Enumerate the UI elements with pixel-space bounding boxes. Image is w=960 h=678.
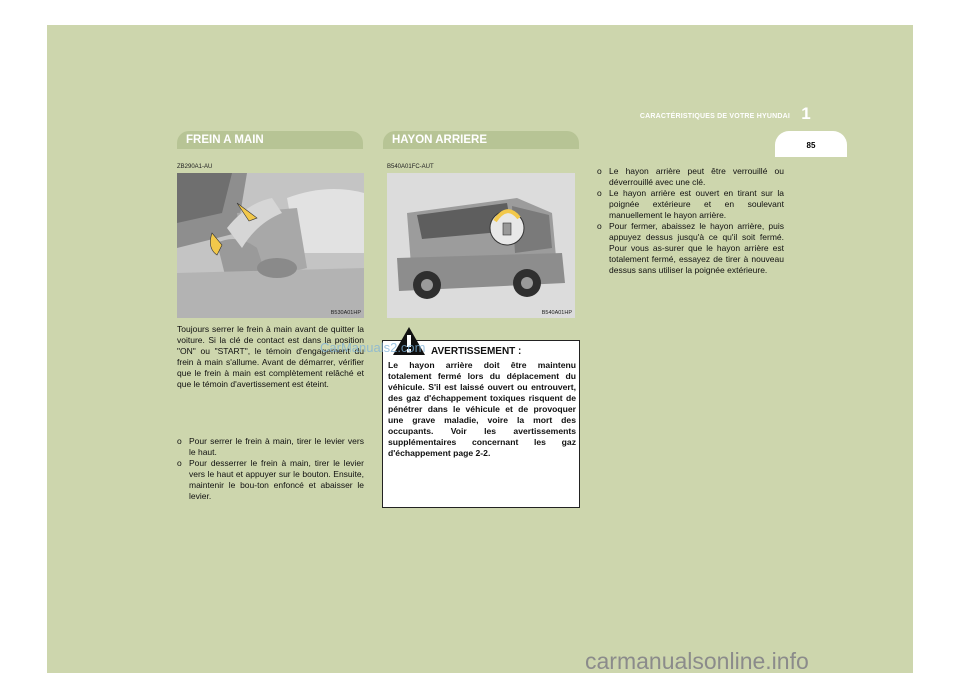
footer-watermark-link[interactable]: carmanualsonline.info: [585, 648, 809, 674]
section-heading-handbrake: FREIN A MAIN: [186, 134, 264, 146]
handbrake-paragraph: Toujours serrer le frein à main avant de quitter la voiture. Si la clé de contact est dans la position "ON" ou "START", le témoin d'engagement du frein à main s'allume. Avant de démarrer, vérifier que le frein à main est complètement relâché et que le témoin d'avertissement est éteint.: [177, 324, 364, 389]
suv-illustration: [387, 173, 575, 318]
warning-title: AVERTISSEMENT :: [431, 346, 522, 357]
warning-box: [382, 340, 580, 508]
list-item: o Le hayon arrière est ouvert en tirant sur la poignée extérieure et en soulevant manuellement le hayon arrière.: [597, 188, 784, 220]
tailgate-image: [387, 173, 575, 318]
overlay-watermark: CarManuals2.com: [320, 340, 426, 355]
section-code-tailgate: B540A01FC-AUT: [387, 164, 434, 170]
tailgate-image-caption: B540A01HP: [541, 310, 572, 316]
page-number: 85: [806, 141, 816, 150]
section-heading-tailgate: HAYON ARRIERE: [392, 134, 487, 146]
list-item: o Pour serrer le frein à main, tirer le levier vers le haut.: [177, 436, 364, 457]
handbrake-bullet-list: [177, 436, 364, 502]
list-item: o Pour desserrer le frein à main, tirer le levier vers le haut et appuyer sur le bouton. Ensuite, maintenir le bou-ton enfoncé et abaisser le levier.: [177, 458, 364, 501]
chapter-title: CARACTÉRISTIQUES DE VOTRE HYUNDAI: [639, 113, 790, 120]
handbrake-image-caption: B530A01HP: [330, 310, 361, 316]
list-item: o Pour fermer, abaissez le hayon arrière, puis appuyez dessus jusqu'à ce qu'il soit fermé. Pour vous as-surer que le hayon arrière est totalement fermé, essayez de tirer à nouveau dessus sans utiliser la poignée extérieure.: [597, 221, 784, 275]
handbrake-image: [177, 173, 364, 318]
tailgate-bullet-list: [597, 166, 784, 276]
handbrake-illustration: [177, 173, 364, 318]
section-code-handbrake: ZB290A1-AU: [177, 164, 213, 170]
list-item: o Le hayon arrière peut être verrouillé ou déverrouillé avec une clé.: [597, 166, 784, 187]
warning-text: Le hayon arrière doit être maintenu totalement fermé lors du déplacement du véhicule. S'il est laissé ouvert ou entrouvert, des gaz d'échappement toxiques risquent de pénétrer dans le véhicule et de provoquer une grave maladie, voire la mort des occupants. Voir les avertissements supplémentaires concernant les gaz d'échappement page 2-2.: [388, 360, 576, 458]
chapter-number: 1: [801, 104, 811, 123]
